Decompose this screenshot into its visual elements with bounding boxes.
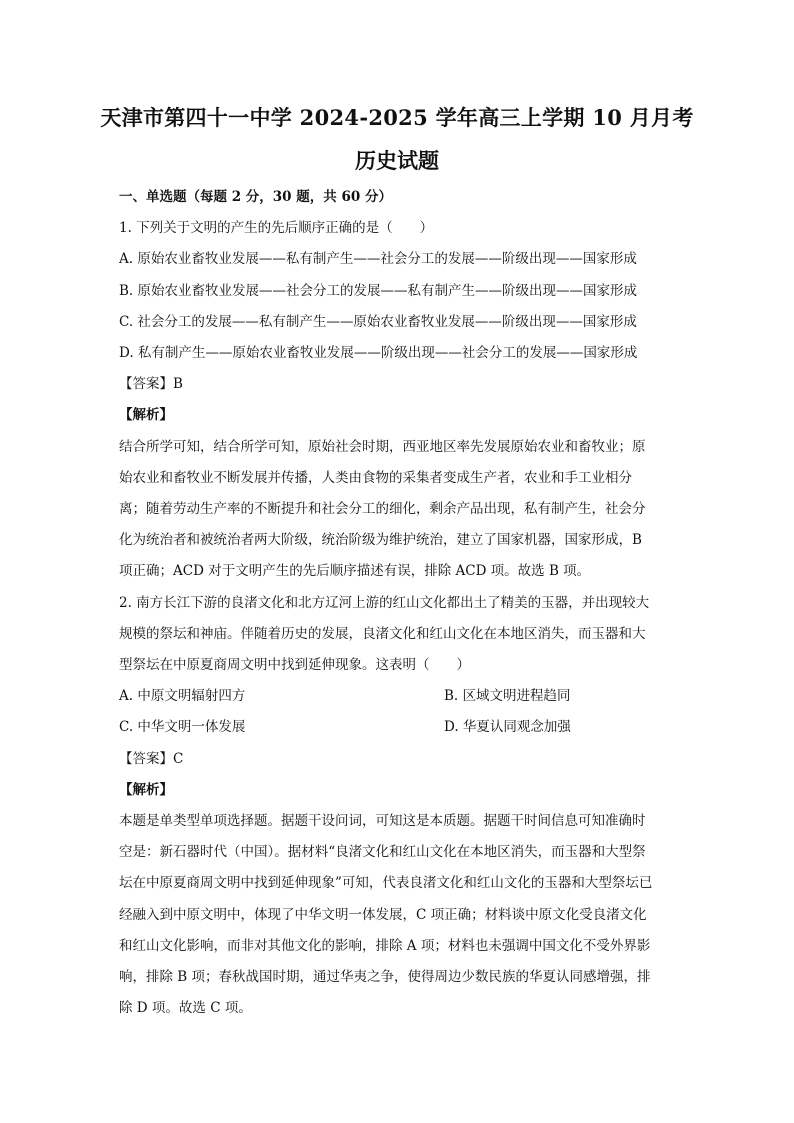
question-1-option-b: B. 原始农业畜牧业发展——社会分工的发展——私有制产生——阶级出现——国家形成: [119, 282, 638, 299]
question-2-option-c: C. 中华文明一体发展: [119, 719, 246, 736]
question-2-option-b: B. 区域文明进程趋同: [444, 688, 571, 705]
document-content: [119, 182, 675, 1024]
question-1-analysis-line: 离；随着劳动生产率的不断提升和社会分工的细化，剩余产品出现，私有制产生，社会分: [119, 501, 646, 518]
question-2-analysis-line: 坛在中原夏商周文明中找到延伸现象”可知，代表良渚文化和红山文化的玉器和大型祭坛已: [119, 875, 653, 892]
question-2-options-row-2: [119, 712, 675, 743]
document-subtitle: 历史试题: [355, 148, 439, 173]
question-2-analysis-line: 空是：新石器时代（中国）。据材料“良渚文化和红山文化在本地区消失，而玉器和大型祭: [119, 844, 646, 861]
question-1-option-a: A. 原始农业畜牧业发展——私有制产生——社会分工的发展——阶级出现——国家形成: [119, 251, 637, 268]
question-1-analysis-line: 始农业和畜牧业不断发展并传播，人类由食物的采集者变成生产者，农业和手工业相分: [119, 469, 632, 486]
question-1-option-d: D. 私有制产生——原始农业畜牧业发展——阶级出现——社会分工的发展——国家形成: [119, 345, 638, 362]
question-1-analysis-line: 结合所学可知，结合所学可知，原始社会时期，西亚地区率先发展原始农业和畜牧业；原: [119, 438, 646, 455]
question-2-analysis-label: 【解析】: [119, 781, 173, 798]
question-1-option-c: C. 社会分工的发展——私有制产生——原始农业畜牧业发展——阶级出现——国家形成: [119, 313, 637, 330]
question-2-answer: 【答案】C: [119, 750, 184, 767]
question-2-options-row-1: [119, 681, 675, 712]
question-2-analysis-line: 除 D 项。故选 C 项。: [119, 1000, 252, 1017]
section-heading: 一、单选题（每题 2 分，30 题，共 60 分）: [119, 189, 392, 205]
document-title: 天津市第四十一中学 2024-2025 学年高三上学期 10 月月考: [100, 105, 694, 130]
question-1-analysis-line: 化为统治者和被统治者两大阶级，统治阶级为维护统治，建立了国家机器，国家形成，B: [119, 532, 642, 549]
question-1-stem: 1. 下列关于文明的产生的先后顺序正确的是（ ）: [119, 220, 434, 237]
question-2-stem-line: 规模的祭坛和神庙。伴随着历史的发展，良渚文化和红山文化在本地区消失，而玉器和大: [119, 625, 646, 642]
question-1-answer: 【答案】B: [119, 376, 183, 393]
question-1-analysis-line: 项正确；ACD 对于文明产生的先后顺序描述有误，排除 ACD 项。故选 B 项。: [119, 563, 591, 580]
question-2-analysis-line: 响，排除 B 项；春秋战国时期，通过华夷之争，使得周边少数民族的华夏认同感增强，排: [119, 969, 651, 986]
question-1-analysis-label: 【解析】: [119, 407, 173, 424]
question-2-option-d: D. 华夏认同观念加强: [444, 719, 571, 736]
question-2-analysis-line: 和红山文化影响，而非对其他文化的影响，排除 A 项；材料也未强调中国文化不受外界影: [119, 937, 651, 954]
question-2-stem-line: 型祭坛在中原夏商周文明中找到延伸现象。这表明（ ）: [119, 657, 470, 674]
question-2-analysis-line: 本题是单类型单项选择题。据题干设问词，可知这是本质题。据题干时间信息可知准确时: [119, 813, 646, 830]
question-2-stem-line: 2. 南方长江下游的良渚文化和北方辽河上游的红山文化都出土了精美的玉器，并出现较大: [119, 594, 650, 611]
question-2-analysis-line: 经融入到中原文明中，体现了中华文明一体发展，C 项正确；材料谈中原文化受良渚文化: [119, 906, 647, 923]
question-2-option-a: A. 中原文明辐射四方: [119, 688, 246, 705]
